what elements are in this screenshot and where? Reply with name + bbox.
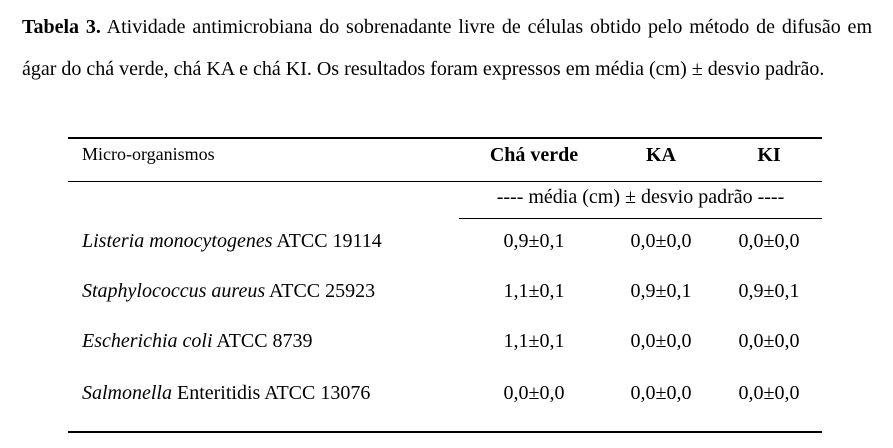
organism-cell [82, 276, 375, 306]
header-cha-verde: Chá verde [489, 144, 579, 166]
cha-verde-value: 1,1±0,1 [503, 280, 565, 302]
header-organism: Micro-organismos [82, 144, 215, 164]
organism-cell [82, 226, 382, 256]
organism-name: Salmonella [82, 382, 172, 404]
organism-strain: ATCC 8739 [212, 330, 313, 352]
ka-value: 0,0±0,0 [630, 330, 692, 352]
organism-strain: ATCC 19114 [272, 230, 382, 252]
table-row [0, 378, 893, 408]
units-row: ---- média (cm) ± desvio padrão ---- [496, 186, 785, 208]
ki-value: 0,0±0,0 [738, 230, 800, 252]
ka-value: 0,0±0,0 [630, 230, 692, 252]
organism-name: Escherichia coli [82, 330, 213, 352]
cha-verde-value: 1,1±0,1 [503, 330, 565, 352]
organism-cell [82, 378, 370, 408]
table-row [0, 276, 893, 306]
ki-value: 0,9±0,1 [738, 280, 800, 302]
organism-name: Staphylococcus aureus [82, 280, 266, 302]
header-ki: KI [757, 144, 781, 166]
table-caption [22, 6, 872, 90]
ka-value: 0,0±0,0 [630, 382, 692, 404]
table-caption-text: Atividade antimicrobiana do sobrenadante livre de células obtido pelo método de difusão em ágar do chá verde, chá KA e chá KI. Os resultados foram expressos em média (cm) ± desvio padrão. [22, 16, 872, 80]
ki-value: 0,0±0,0 [738, 330, 800, 352]
organism-cell [82, 326, 313, 356]
table-bottom-rule [68, 431, 822, 433]
cha-verde-value: 0,9±0,1 [503, 230, 565, 252]
cha-verde-value: 0,0±0,0 [503, 382, 565, 404]
organism-strain: Enteritidis ATCC 13076 [172, 382, 371, 404]
table-header-rule [68, 181, 822, 182]
ki-value: 0,0±0,0 [738, 382, 800, 404]
ka-value: 0,9±0,1 [630, 280, 692, 302]
table-row [0, 326, 893, 356]
table-top-rule [68, 137, 822, 139]
units-underline [459, 218, 822, 219]
table-caption-label: Tabela 3. [22, 16, 101, 38]
header-ka: KA [646, 144, 676, 166]
organism-strain: ATCC 25923 [265, 280, 376, 302]
organism-name: Listeria monocytogenes [82, 230, 273, 252]
table-row [0, 226, 893, 256]
